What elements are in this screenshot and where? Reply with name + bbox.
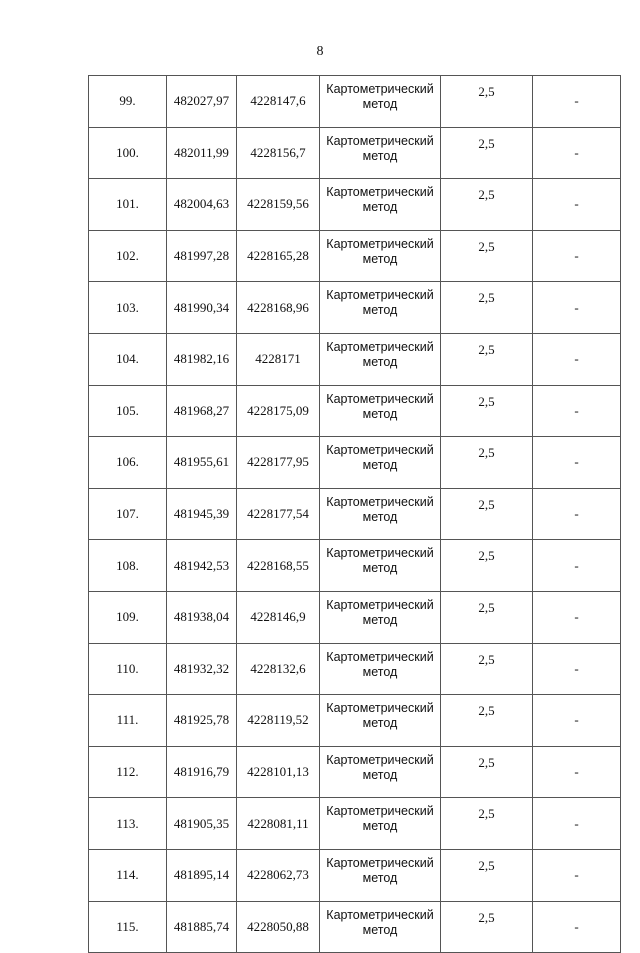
point-number-cell: 103. bbox=[89, 282, 167, 334]
y-coordinate-cell: 4228081,11 bbox=[237, 798, 320, 850]
accuracy-cell: 2,5 bbox=[441, 798, 533, 850]
table-row bbox=[89, 437, 621, 489]
method-line-1: Картометрический bbox=[326, 133, 434, 148]
note-cell: - bbox=[533, 591, 621, 643]
method-line-2: метод bbox=[362, 612, 398, 627]
method-line-2: метод bbox=[362, 354, 398, 369]
accuracy-cell: 2,5 bbox=[441, 76, 533, 128]
accuracy-cell: 2,5 bbox=[441, 540, 533, 592]
note-cell: - bbox=[533, 385, 621, 437]
x-coordinate-cell: 481938,04 bbox=[167, 591, 237, 643]
method-cell bbox=[320, 695, 441, 747]
x-coordinate-cell: 481990,34 bbox=[167, 282, 237, 334]
y-coordinate-cell: 4228119,52 bbox=[237, 695, 320, 747]
x-coordinate-cell: 482004,63 bbox=[167, 179, 237, 231]
y-coordinate-cell: 4228168,55 bbox=[237, 540, 320, 592]
y-coordinate-cell: 4228147,6 bbox=[237, 76, 320, 128]
y-coordinate-cell: 4228159,56 bbox=[237, 179, 320, 231]
table-row bbox=[89, 849, 621, 901]
accuracy-cell: 2,5 bbox=[441, 230, 533, 282]
method-line-2: метод bbox=[362, 819, 398, 834]
accuracy-cell: 2,5 bbox=[441, 591, 533, 643]
x-coordinate-cell: 481932,32 bbox=[167, 643, 237, 695]
method-line-2: метод bbox=[362, 664, 398, 679]
point-number-cell: 100. bbox=[89, 127, 167, 179]
y-coordinate-cell: 4228177,54 bbox=[237, 488, 320, 540]
note-cell: - bbox=[533, 127, 621, 179]
method-cell bbox=[320, 540, 441, 592]
table-row bbox=[89, 643, 621, 695]
x-coordinate-cell: 481905,35 bbox=[167, 798, 237, 850]
point-number-cell: 102. bbox=[89, 230, 167, 282]
point-number-cell: 109. bbox=[89, 591, 167, 643]
y-coordinate-cell: 4228062,73 bbox=[237, 849, 320, 901]
method-line-2: метод bbox=[362, 200, 398, 215]
method-line-1: Картометрический bbox=[326, 185, 434, 200]
accuracy-cell: 2,5 bbox=[441, 333, 533, 385]
method-line-2: метод bbox=[362, 148, 398, 163]
method-cell bbox=[320, 385, 441, 437]
point-number-cell: 115. bbox=[89, 901, 167, 953]
method-line-1: Картометрический bbox=[326, 339, 434, 354]
point-number-cell: 101. bbox=[89, 179, 167, 231]
method-cell bbox=[320, 76, 441, 128]
table-row bbox=[89, 179, 621, 231]
method-cell bbox=[320, 643, 441, 695]
method-cell bbox=[320, 901, 441, 953]
note-cell: - bbox=[533, 901, 621, 953]
note-cell: - bbox=[533, 643, 621, 695]
method-line-1: Картометрический bbox=[326, 752, 434, 767]
x-coordinate-cell: 481945,39 bbox=[167, 488, 237, 540]
x-coordinate-cell: 481895,14 bbox=[167, 849, 237, 901]
method-line-1: Картометрический bbox=[326, 649, 434, 664]
note-cell: - bbox=[533, 695, 621, 747]
y-coordinate-cell: 4228146,9 bbox=[237, 591, 320, 643]
x-coordinate-cell: 481942,53 bbox=[167, 540, 237, 592]
method-line-1: Картометрический bbox=[326, 236, 434, 251]
coordinates-table bbox=[88, 75, 621, 953]
method-line-1: Картометрический bbox=[326, 597, 434, 612]
point-number-cell: 112. bbox=[89, 746, 167, 798]
table-row bbox=[89, 333, 621, 385]
method-line-2: метод bbox=[362, 716, 398, 731]
point-number-cell: 110. bbox=[89, 643, 167, 695]
accuracy-cell: 2,5 bbox=[441, 901, 533, 953]
x-coordinate-cell: 481982,16 bbox=[167, 333, 237, 385]
y-coordinate-cell: 4228132,6 bbox=[237, 643, 320, 695]
note-cell: - bbox=[533, 746, 621, 798]
method-line-1: Картометрический bbox=[326, 443, 434, 458]
note-cell: - bbox=[533, 488, 621, 540]
x-coordinate-cell: 481925,78 bbox=[167, 695, 237, 747]
point-number-cell: 111. bbox=[89, 695, 167, 747]
x-coordinate-cell: 481968,27 bbox=[167, 385, 237, 437]
accuracy-cell: 2,5 bbox=[441, 746, 533, 798]
y-coordinate-cell: 4228101,13 bbox=[237, 746, 320, 798]
point-number-cell: 99. bbox=[89, 76, 167, 128]
method-cell bbox=[320, 333, 441, 385]
method-cell bbox=[320, 230, 441, 282]
accuracy-cell: 2,5 bbox=[441, 488, 533, 540]
method-cell bbox=[320, 179, 441, 231]
method-line-1: Картометрический bbox=[326, 391, 434, 406]
method-line-1: Картометрический bbox=[326, 855, 434, 870]
method-line-1: Картометрический bbox=[326, 804, 434, 819]
point-number-cell: 107. bbox=[89, 488, 167, 540]
coordinates-table-body bbox=[89, 76, 621, 953]
point-number-cell: 108. bbox=[89, 540, 167, 592]
table-row bbox=[89, 746, 621, 798]
x-coordinate-cell: 482011,99 bbox=[167, 127, 237, 179]
method-line-2: метод bbox=[362, 561, 398, 576]
method-line-1: Картометрический bbox=[326, 288, 434, 303]
method-cell bbox=[320, 437, 441, 489]
y-coordinate-cell: 4228050,88 bbox=[237, 901, 320, 953]
accuracy-cell: 2,5 bbox=[441, 385, 533, 437]
y-coordinate-cell: 4228177,95 bbox=[237, 437, 320, 489]
method-cell bbox=[320, 488, 441, 540]
y-coordinate-cell: 4228168,96 bbox=[237, 282, 320, 334]
method-line-1: Картометрический bbox=[326, 907, 434, 922]
table-row bbox=[89, 798, 621, 850]
note-cell: - bbox=[533, 333, 621, 385]
accuracy-cell: 2,5 bbox=[441, 282, 533, 334]
method-line-2: метод bbox=[362, 406, 398, 421]
method-line-1: Картометрический bbox=[326, 546, 434, 561]
method-line-1: Картометрический bbox=[326, 701, 434, 716]
table-row bbox=[89, 488, 621, 540]
page-number: 8 bbox=[316, 44, 324, 59]
accuracy-cell: 2,5 bbox=[441, 643, 533, 695]
method-cell bbox=[320, 591, 441, 643]
table-row bbox=[89, 385, 621, 437]
accuracy-cell: 2,5 bbox=[441, 127, 533, 179]
method-line-1: Картометрический bbox=[326, 82, 434, 96]
table-row bbox=[89, 591, 621, 643]
table-row bbox=[89, 230, 621, 282]
method-line-2: метод bbox=[362, 767, 398, 782]
point-number-cell: 106. bbox=[89, 437, 167, 489]
x-coordinate-cell: 481997,28 bbox=[167, 230, 237, 282]
method-cell bbox=[320, 849, 441, 901]
method-line-2: метод bbox=[362, 303, 398, 318]
method-line-2: метод bbox=[362, 458, 398, 473]
method-cell bbox=[320, 798, 441, 850]
table-row bbox=[89, 282, 621, 334]
table-row bbox=[89, 76, 621, 128]
accuracy-cell: 2,5 bbox=[441, 179, 533, 231]
note-cell: - bbox=[533, 179, 621, 231]
accuracy-cell: 2,5 bbox=[441, 849, 533, 901]
table-row bbox=[89, 901, 621, 953]
y-coordinate-cell: 4228156,7 bbox=[237, 127, 320, 179]
point-number-cell: 113. bbox=[89, 798, 167, 850]
y-coordinate-cell: 4228165,28 bbox=[237, 230, 320, 282]
table-row bbox=[89, 540, 621, 592]
method-line-2: метод bbox=[362, 870, 398, 885]
y-coordinate-cell: 4228171 bbox=[237, 333, 320, 385]
accuracy-cell: 2,5 bbox=[441, 437, 533, 489]
y-coordinate-cell: 4228175,09 bbox=[237, 385, 320, 437]
method-cell bbox=[320, 127, 441, 179]
method-line-1: Картометрический bbox=[326, 494, 434, 509]
method-cell bbox=[320, 282, 441, 334]
method-line-2: метод bbox=[362, 922, 398, 937]
x-coordinate-cell: 481955,61 bbox=[167, 437, 237, 489]
x-coordinate-cell: 482027,97 bbox=[167, 76, 237, 128]
note-cell: - bbox=[533, 282, 621, 334]
note-cell: - bbox=[533, 849, 621, 901]
point-number-cell: 104. bbox=[89, 333, 167, 385]
method-cell bbox=[320, 746, 441, 798]
method-line-2: метод bbox=[362, 251, 398, 266]
note-cell: - bbox=[533, 76, 621, 128]
point-number-cell: 114. bbox=[89, 849, 167, 901]
table-row bbox=[89, 695, 621, 747]
method-line-2: метод bbox=[362, 97, 398, 111]
note-cell: - bbox=[533, 230, 621, 282]
note-cell: - bbox=[533, 437, 621, 489]
method-line-2: метод bbox=[362, 509, 398, 524]
accuracy-cell: 2,5 bbox=[441, 695, 533, 747]
x-coordinate-cell: 481916,79 bbox=[167, 746, 237, 798]
note-cell: - bbox=[533, 798, 621, 850]
note-cell: - bbox=[533, 540, 621, 592]
table-row bbox=[89, 127, 621, 179]
x-coordinate-cell: 481885,74 bbox=[167, 901, 237, 953]
point-number-cell: 105. bbox=[89, 385, 167, 437]
